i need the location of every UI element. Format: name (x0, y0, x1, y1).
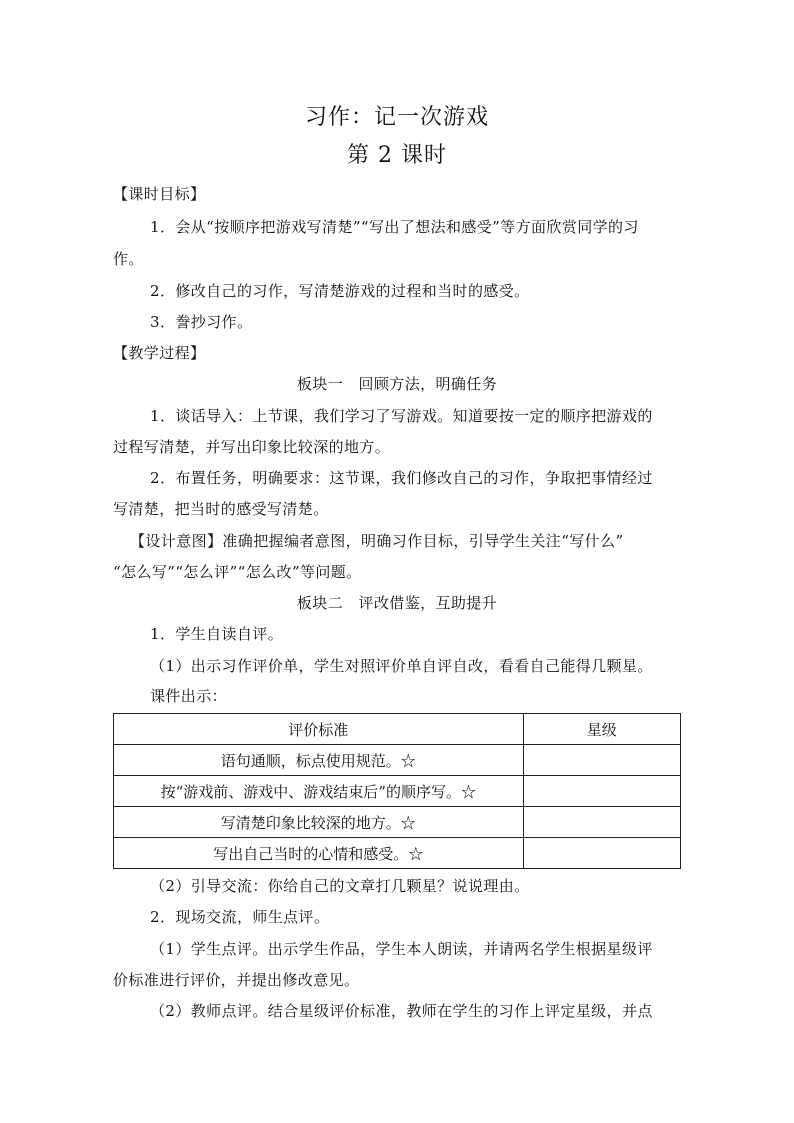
block-1-para-1-line-1: 1．谈话导入：上节课，我们学习了写游戏。知道要按一定的顺序把游戏的 (150, 407, 653, 425)
design-intent-line-2: “怎么写”“怎么评”“怎么改”等问题。 (113, 563, 362, 581)
document-title: 习作：记一次游戏 (304, 105, 489, 130)
evaluation-table (113, 713, 681, 869)
block-2-step-2-sub-2-line-1: （2）教师点评。结合星级评价标准，教师在学生的习作上评定星级，并点 (150, 1002, 653, 1020)
design-intent-line-1: 【设计意图】准确把握编者意图，明确习作目标，引导学生关注“写什么” (130, 532, 624, 550)
block-2-step-1-sub-1: （1）出示习作评价单，学生对照评价单自评自改，看看自己能得几颗星。 (150, 657, 653, 675)
stars-cell (523, 807, 680, 838)
block-2-step-2: 2．现场交流，师生点评。 (150, 908, 330, 926)
table-row (114, 776, 681, 807)
block-2-step-2-sub-1-line-2: 价标准进行评价，并提出修改意见。 (113, 971, 360, 989)
objectives-heading: 【课时目标】 (113, 185, 206, 203)
stars-cell (523, 745, 680, 776)
block-1-para-1-line-2: 过程写清楚，并写出印象比较深的地方。 (113, 438, 391, 456)
block-1-title: 板块一 回顾方法，明确任务 (296, 375, 498, 393)
criteria-cell: 写清楚印象比较深的地方。☆ (114, 807, 524, 838)
table-header-row (114, 714, 681, 745)
process-heading: 【教学过程】 (113, 344, 206, 362)
objective-2: 2．修改自己的习作，写清楚游戏的过程和当时的感受。 (150, 282, 530, 300)
lesson-subtitle: 第 2 课时 (347, 143, 447, 168)
courseware-label: 课件出示： (150, 687, 228, 705)
table-row (114, 807, 681, 838)
block-2-step-2-sub-1-line-1: （1）学生点评。出示学生作品，学生本人朗读，并请两名学生根据星级评 (150, 940, 653, 958)
stars-cell (523, 838, 680, 869)
block-1-para-2-line-1: 2．布置任务，明确要求：这节课，我们修改自己的习作，争取把事情经过 (150, 469, 653, 487)
objective-1-line-1: 1．会从“按顺序把游戏写清楚”“写出了想法和感受”等方面欣赏同学的习 (150, 218, 639, 236)
stars-cell (523, 776, 680, 807)
header-criteria: 评价标准 (114, 714, 524, 745)
block-2-step-1: 1．学生自读自评。 (150, 625, 284, 643)
objective-3: 3．誊抄习作。 (150, 313, 253, 331)
block-1-para-2-line-2: 写清楚，把当时的感受写清楚。 (113, 500, 329, 518)
table-row (114, 838, 681, 869)
header-stars: 星级 (523, 714, 680, 745)
objective-1-line-2: 作。 (113, 250, 144, 268)
criteria-cell: 写出自己当时的心情和感受。☆ (114, 838, 524, 869)
table-row (114, 745, 681, 776)
block-2-title: 板块二 评改借鉴，互助提升 (296, 594, 498, 612)
criteria-cell: 按“游戏前、游戏中、游戏结束后”的顺序写。☆ (114, 776, 524, 807)
criteria-cell: 语句通顺，标点使用规范。☆ (114, 745, 524, 776)
block-2-step-1-sub-2: （2）引导交流：你给自己的文章打几颗星？说说理由。 (150, 877, 530, 895)
